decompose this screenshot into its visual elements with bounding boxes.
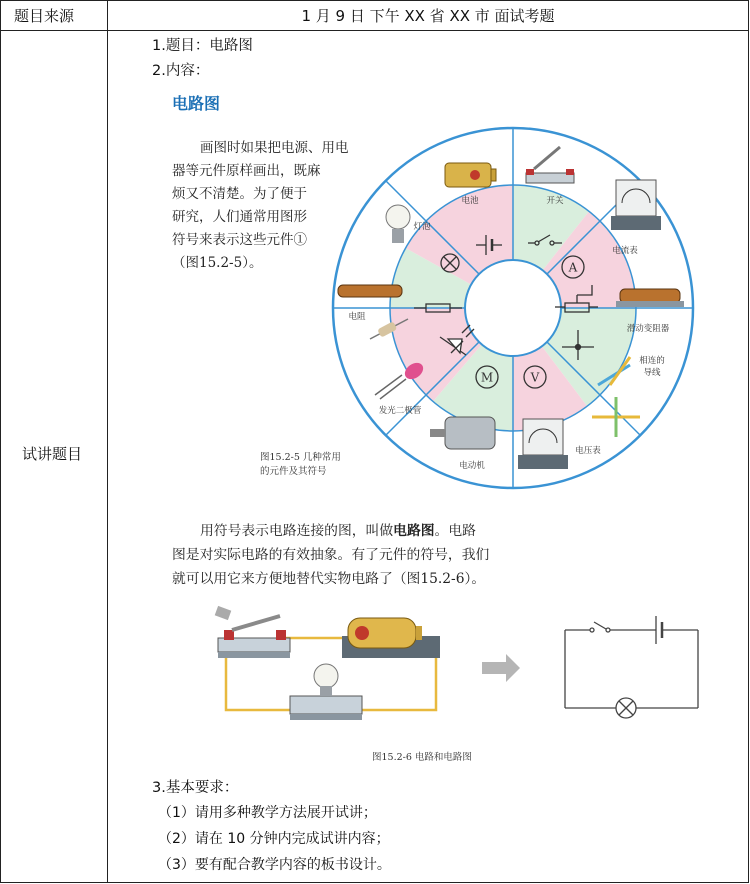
header-source-label: 题目来源	[14, 7, 75, 25]
intro-line: 烦又不清楚。为了便于	[172, 186, 307, 202]
knife-switch-illustration	[215, 606, 290, 658]
requirement-2: （2）请在 10 分钟内完成试讲内容；	[158, 831, 390, 847]
label-bulb: 灯泡	[413, 222, 431, 232]
intro-paragraph	[172, 137, 349, 275]
label-battery: 电池	[461, 196, 479, 206]
header-exam-info: 1 月 9 日 下午 XX 省 XX 市 面试考题	[301, 7, 555, 25]
arrow-icon	[482, 654, 520, 682]
bulb-holder-illustration	[290, 664, 362, 720]
para2-line-1: 用符号表示电路连接的图，叫做电路图。电路	[200, 523, 476, 539]
voltmeter-letter: V	[530, 370, 540, 385]
ammeter-letter: A	[568, 260, 578, 275]
intro-line: 器等元件原样画出，既麻	[172, 163, 321, 179]
components-wheel-figure	[330, 125, 700, 490]
circuit-diagram-paragraph	[172, 519, 489, 591]
label-switch: 开关	[546, 196, 564, 206]
label-motor: 电动机	[459, 461, 485, 471]
requirement-3: （3）要有配合教学内容的板书设计。	[158, 857, 391, 873]
label-rheostat: 滑动变阻器	[626, 324, 670, 334]
fig2-caption: 图15.2-6 电路和电路图	[372, 752, 472, 763]
inner-hub	[465, 260, 561, 356]
voltmeter-illustration	[518, 419, 568, 469]
motor-letter: M	[480, 370, 494, 385]
row-label-topic: 试讲题目	[22, 445, 83, 463]
requirement-1: （1）请用多种教学方法展开试讲；	[158, 805, 377, 821]
intro-line: 画图时如果把电源、用电	[200, 140, 349, 156]
item-topic: 1.题目：电路图	[152, 38, 253, 54]
label-led: 发光二极管	[378, 406, 422, 416]
para2-line-3: 就可以用它来方便地替代实物电路了（图15.2-6）。	[172, 571, 486, 587]
battery-illustration	[445, 163, 496, 187]
intro-line: 符号来表示这些元件①	[172, 232, 307, 248]
battery-holder-illustration	[342, 618, 440, 658]
item-requirements: 3.基本要求：	[152, 780, 239, 796]
label-ammeter: 电流表	[612, 246, 638, 256]
section-title: 电路图	[172, 94, 221, 113]
label-resistor: 电阻	[348, 312, 366, 322]
item-content: 2.内容：	[152, 63, 210, 79]
circuit-figure	[210, 600, 710, 740]
rheostat-illustration	[616, 289, 684, 307]
label-wires-1: 相连的	[639, 356, 665, 366]
ammeter-illustration	[611, 180, 661, 230]
para2-line-2: 图是对实际电路的有效抽象。有了元件的符号，我们	[172, 547, 490, 563]
label-wires-2: 导线	[643, 368, 661, 378]
fig1-caption: 图15.2-5 几种常用 的元件及其符号	[260, 452, 341, 477]
schematic-diagram	[565, 616, 698, 718]
intro-line: （图15.2-5）。	[172, 255, 263, 271]
label-voltmeter: 电压表	[575, 446, 601, 456]
intro-line: 研究，人们通常用图形	[172, 209, 307, 225]
